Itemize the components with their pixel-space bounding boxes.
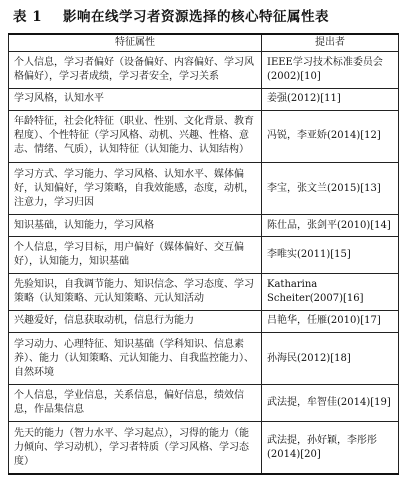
attribute-cell: 先验知识，自我调节能力、知识信念、学习态度、学习策略（认知策略、元认知策略、元认知活动 [9, 274, 262, 311]
proposer-cell: IEEE学习技术标准委员会(2002)[10] [262, 52, 399, 89]
attribute-cell: 学习风格，认知水平 [9, 89, 262, 111]
attribute-cell: 学习方式、学习能力、学习风格、认知水平、媒体偏好，认知偏好，学习策略，自我效能感，态度，动机，注意力，学习归因 [9, 163, 262, 215]
column-header-proposer: 提出者 [262, 34, 399, 52]
column-header-attributes: 特征属性 [9, 34, 262, 52]
table-row [9, 311, 399, 333]
table-caption [0, 5, 406, 25]
table-row [9, 237, 399, 274]
table-number: 表 1 [13, 9, 43, 25]
attribute-cell: 个人信息，学习者偏好（设备偏好、内容偏好、学习风格偏好），学习者成绩，学习者安全，学习关系 [9, 52, 262, 89]
attribute-cell: 个人信息，学习目标，用户偏好（媒体偏好、交互偏好），认知能力，知识基础 [9, 237, 262, 274]
proposer-cell: 陈仕品，张剑平(2010)[14] [262, 215, 399, 237]
proposer-cell: 孙海民(2012)[18] [262, 332, 399, 384]
attribute-cell: 个人信息，学业信息，关系信息，偏好信息，绩效信息，作品集信息 [9, 385, 262, 422]
attribute-cell: 兴趣爱好，信息获取动机，信息行为能力 [9, 311, 262, 333]
attribute-cell: 知识基础，认知能力，学习风格 [9, 215, 262, 237]
table-row [9, 274, 399, 311]
table-row [9, 215, 399, 237]
attribute-cell: 年龄特征，社会化特征（职业、性别、文化背景、教育程度）、个性特征（学习风格、动机、兴趣、性格、意志、情绪、气质），认知特征（认知能力、认知结构） [9, 110, 262, 162]
table-row [9, 385, 399, 422]
feature-attributes-table [8, 33, 399, 475]
table-title: 影响在线学习者资源选择的核心特征属性表 [63, 9, 329, 25]
proposer-cell: 吕艳华，任雁(2010)[17] [262, 311, 399, 333]
attribute-cell: 学习动力、心理特征、知识基础（学科知识、信息素养）、能力（认知策略、元认知能力、自我监控能力）、自然环境 [9, 332, 262, 384]
proposer-cell: 冯锐，李亚娇(2014)[12] [262, 110, 399, 162]
proposer-cell: 武法提，牟智佳(2014)[19] [262, 385, 399, 422]
proposer-cell: 李唯实(2011)[15] [262, 237, 399, 274]
table-row [9, 332, 399, 384]
attribute-cell: 先天的能力（智力水平、学习起点），习得的能力（能力倾向、学习动机），学习者特质（学习风格、学习态度） [9, 422, 262, 474]
table-row [9, 89, 399, 111]
table-header-row [9, 34, 399, 52]
table-row [9, 422, 399, 474]
table-row [9, 110, 399, 162]
proposer-cell: 武法提，孙好颖，李彤彤(2014)[20] [262, 422, 399, 474]
proposer-cell: 姜强(2012)[11] [262, 89, 399, 111]
table-row [9, 52, 399, 89]
proposer-cell: 李宝，张文兰(2015)[13] [262, 163, 399, 215]
proposer-cell: Katharina Scheiter(2007)[16] [262, 274, 399, 311]
table-row [9, 163, 399, 215]
